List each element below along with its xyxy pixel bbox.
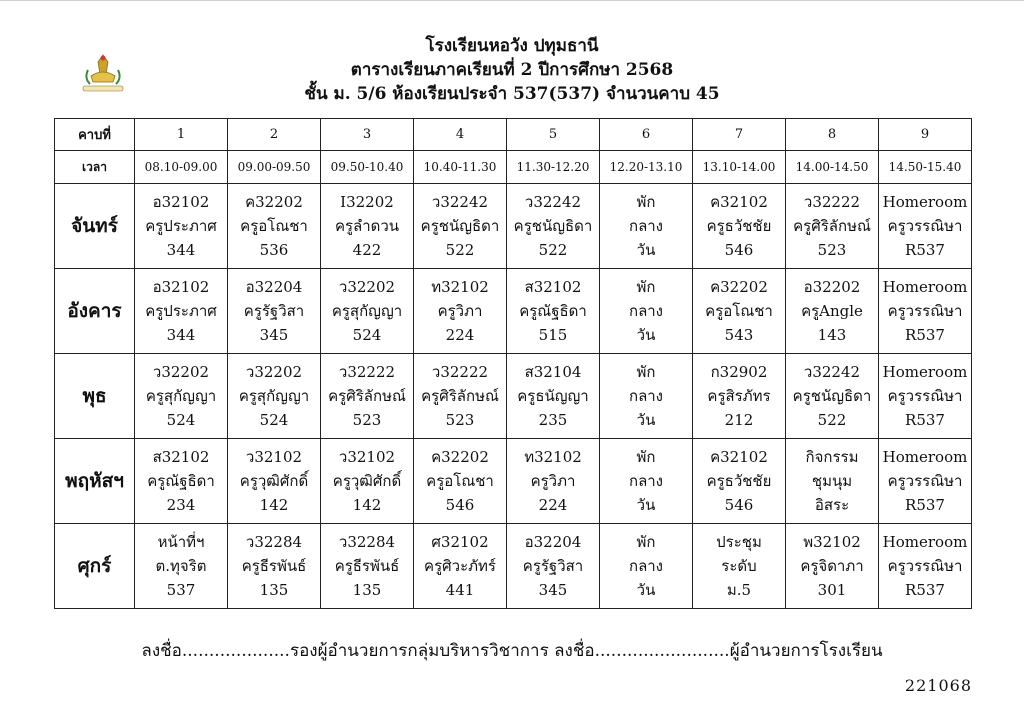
period-number: 8 <box>786 119 879 151</box>
time-slot: 08.10-09.00 <box>135 151 228 184</box>
class-cell <box>786 269 879 354</box>
class-cell-line: ครูประภาศ <box>145 302 217 320</box>
class-cell <box>414 269 507 354</box>
class-cell-line: วัน <box>636 241 656 259</box>
class-cell-line: ว32284 <box>338 533 396 551</box>
class-cell-line: ว32222 <box>431 363 489 381</box>
class-cell-line: 524 <box>259 411 289 429</box>
class-cell <box>600 354 693 439</box>
class-cell-line: ครูอโณชา <box>240 217 308 235</box>
class-cell-line: 301 <box>817 581 847 599</box>
page-header <box>0 34 1024 106</box>
class-cell-line: ว32222 <box>338 363 396 381</box>
class-cell-line: ครูวรรณิษา <box>887 302 963 320</box>
class-cell-line: ค32202 <box>245 193 303 211</box>
class-cell-line: ค32202 <box>710 278 768 296</box>
signature-line: ลงชื่อ....................รองผู้อำนวยการกลุ่มบริหารวิชาการ ลงชื่อ.........................ผู้อำนวยการโรงเรียน <box>141 641 883 661</box>
class-cell-line: ครูชนัญธิดา <box>420 217 500 235</box>
class-cell <box>135 524 228 609</box>
class-cell-line: 522 <box>817 411 847 429</box>
class-cell-line: R537 <box>905 411 945 429</box>
class-cell-line: ครูสุกัญญา <box>238 387 310 405</box>
time-slot: 13.10-14.00 <box>693 151 786 184</box>
class-cell-line: ครูวิภา <box>530 472 576 490</box>
class-cell-line: วัน <box>636 581 656 599</box>
class-cell-line: 522 <box>445 241 475 259</box>
period-number: 7 <box>693 119 786 151</box>
period-number: 6 <box>600 119 693 151</box>
class-cell-line: Homeroom <box>882 448 968 466</box>
class-cell <box>507 524 600 609</box>
period-number: 2 <box>228 119 321 151</box>
class-cell-line: กลาง <box>628 557 664 575</box>
class-cell <box>507 184 600 269</box>
class-cell-line: 543 <box>724 326 754 344</box>
class-cell <box>507 439 600 524</box>
class-cell-line: อ32102 <box>152 278 210 296</box>
class-cell-line: ครูสุกัญญา <box>145 387 217 405</box>
class-cell-line: กลาง <box>628 472 664 490</box>
class-cell-line: พัก <box>636 533 656 551</box>
class-cell-line: 142 <box>352 496 382 514</box>
class-cell-line: ว32242 <box>431 193 489 211</box>
class-cell-line: 524 <box>352 326 382 344</box>
class-cell <box>600 524 693 609</box>
class-cell <box>693 439 786 524</box>
day-row <box>55 354 972 439</box>
time-slot: 11.30-12.20 <box>507 151 600 184</box>
day-name: ศุกร์ <box>55 524 135 609</box>
class-cell-line: ครูวรรณิษา <box>887 217 963 235</box>
class-cell <box>228 439 321 524</box>
period-number: 4 <box>414 119 507 151</box>
class-cell-line: ส32102 <box>524 278 582 296</box>
class-cell <box>321 354 414 439</box>
class-cell-line: ว32242 <box>524 193 582 211</box>
class-cell <box>693 184 786 269</box>
class-cell <box>879 524 972 609</box>
class-cell-line: 422 <box>352 241 382 259</box>
class-cell <box>600 439 693 524</box>
time-slot: 09.50-10.40 <box>321 151 414 184</box>
class-cell <box>414 524 507 609</box>
class-cell-line: ครูสุกัญญา <box>331 302 403 320</box>
class-cell-line: ครูAngle <box>801 302 863 320</box>
class-cell-line: 536 <box>259 241 289 259</box>
class-cell <box>414 184 507 269</box>
class-cell-line: ครูรัฐวิสา <box>243 302 305 320</box>
period-label: คาบที่ <box>55 119 135 151</box>
class-cell-line: Homeroom <box>882 533 968 551</box>
class-cell-line: 135 <box>259 581 289 599</box>
class-cell <box>135 439 228 524</box>
class-cell <box>321 184 414 269</box>
class-cell-line: ครูรัฐวิสา <box>522 557 584 575</box>
class-cell-line: ว32202 <box>152 363 210 381</box>
class-cell <box>879 269 972 354</box>
class-cell-line: R537 <box>905 241 945 259</box>
class-cell <box>507 269 600 354</box>
class-cell <box>879 184 972 269</box>
class-cell-line: ครูอโณชา <box>426 472 494 490</box>
class-cell <box>600 269 693 354</box>
class-cell-line: ครูศิวะภัทร์ <box>424 557 496 575</box>
class-cell-line: 345 <box>538 581 568 599</box>
class-cell-line: พัก <box>636 363 656 381</box>
class-cell <box>879 354 972 439</box>
period-header-row <box>55 119 972 151</box>
class-cell-line: ส32104 <box>524 363 582 381</box>
class-cell-line: พัก <box>636 193 656 211</box>
class-cell-line: 224 <box>445 326 475 344</box>
top-border-line <box>0 0 1024 1</box>
day-name: อังคาร <box>55 269 135 354</box>
class-cell-line: 344 <box>166 326 196 344</box>
class-cell-line: ต.ทุจริต <box>155 557 207 575</box>
class-cell-line: ครูจิดาภา <box>800 557 864 575</box>
class-cell-line: ว32102 <box>338 448 396 466</box>
class-cell <box>786 184 879 269</box>
class-cell-line: 344 <box>166 241 196 259</box>
day-name: พุธ <box>55 354 135 439</box>
class-cell-line: 523 <box>817 241 847 259</box>
class-cell-line: ครูวุฒิศักดิ์ <box>332 472 402 490</box>
time-slot: 10.40-11.30 <box>414 151 507 184</box>
class-cell-line: กิจกรรม <box>805 448 859 466</box>
class-cell-line: ว32242 <box>803 363 861 381</box>
class-cell-line: ท32102 <box>524 448 582 466</box>
class-cell <box>693 269 786 354</box>
class-cell-line: ก32902 <box>710 363 768 381</box>
class-cell-line: R537 <box>905 496 945 514</box>
class-cell-line: ครูศิริลักษณ์ <box>328 387 406 405</box>
time-label: เวลา <box>55 151 135 184</box>
class-cell-line: วัน <box>636 411 656 429</box>
class-cell-line: วัน <box>636 326 656 344</box>
class-cell-line: ครูสิรภัทร <box>707 387 771 405</box>
class-cell-line: 546 <box>724 496 754 514</box>
period-number: 3 <box>321 119 414 151</box>
class-cell-line: วัน <box>636 496 656 514</box>
class-cell-line: ท32102 <box>431 278 489 296</box>
class-cell-line: ครูวิภา <box>437 302 483 320</box>
class-cell <box>321 524 414 609</box>
time-slot: 12.20-13.10 <box>600 151 693 184</box>
period-number: 9 <box>879 119 972 151</box>
class-cell-line: ประชุม <box>716 533 762 551</box>
class-cell-line: อ32102 <box>152 193 210 211</box>
class-cell-line: กลาง <box>628 387 664 405</box>
class-cell-line: 212 <box>724 411 754 429</box>
class-cell-line: ครูวุฒิศักดิ์ <box>239 472 309 490</box>
term-title: ตารางเรียนภาคเรียนที่ 2 ปีการศึกษา 2568 <box>350 60 674 80</box>
class-cell-line: Homeroom <box>882 193 968 211</box>
class-cell-line: พัก <box>636 448 656 466</box>
class-cell-line: พ32102 <box>803 533 861 551</box>
class-info: ชั้น ม. 5/6 ห้องเรียนประจำ 537(537) จำนวนคาบ 45 <box>304 84 720 104</box>
period-number: 5 <box>507 119 600 151</box>
class-cell-line: ค32202 <box>431 448 489 466</box>
class-cell-line: 234 <box>166 496 196 514</box>
time-slot: 14.50-15.40 <box>879 151 972 184</box>
class-cell <box>135 269 228 354</box>
class-cell-line: ครูวรรณิษา <box>887 387 963 405</box>
class-cell-line: ว32222 <box>803 193 861 211</box>
class-cell-line: 523 <box>445 411 475 429</box>
day-name: พฤหัสฯ <box>55 439 135 524</box>
class-cell <box>786 354 879 439</box>
class-cell <box>600 184 693 269</box>
time-row <box>55 151 972 184</box>
class-cell-line: ครูชนัญธิดา <box>513 217 593 235</box>
class-cell-line: ว32202 <box>245 363 303 381</box>
class-cell-line: อิสระ <box>814 496 850 514</box>
class-cell <box>321 439 414 524</box>
class-cell-line: 235 <box>538 411 568 429</box>
class-cell-line: กลาง <box>628 217 664 235</box>
class-cell <box>321 269 414 354</box>
class-cell <box>228 269 321 354</box>
class-cell-line: ครูศิริลักษณ์ <box>421 387 499 405</box>
class-cell-line: 135 <box>352 581 382 599</box>
class-cell-line: 524 <box>166 411 196 429</box>
day-name: จันทร์ <box>55 184 135 269</box>
class-cell-line: ครูธนัญญา <box>517 387 589 405</box>
class-cell <box>693 524 786 609</box>
class-cell-line: ค32102 <box>710 193 768 211</box>
class-cell-line: ครูลำดวน <box>334 217 400 235</box>
class-cell-line: กลาง <box>628 302 664 320</box>
class-cell-line: 515 <box>538 326 568 344</box>
class-cell <box>414 439 507 524</box>
class-cell-line: ม.5 <box>726 581 752 599</box>
class-cell <box>507 354 600 439</box>
document-number: 221068 <box>904 676 972 695</box>
class-cell-line: 143 <box>817 326 847 344</box>
class-cell-line: ครูศิริลักษณ์ <box>793 217 871 235</box>
class-cell-line: ระดับ <box>721 557 757 575</box>
class-cell <box>135 354 228 439</box>
class-cell-line: R537 <box>905 581 945 599</box>
class-cell-line: ครูธวัชชัย <box>706 217 772 235</box>
class-cell-line: 537 <box>166 581 196 599</box>
class-cell-line: 142 <box>259 496 289 514</box>
class-cell-line: Homeroom <box>882 278 968 296</box>
day-row <box>55 524 972 609</box>
day-row <box>55 439 972 524</box>
class-cell-line: ครูวรรณิษา <box>887 472 963 490</box>
class-cell-line: 546 <box>724 241 754 259</box>
class-cell-line: ชุมนุม <box>811 472 853 490</box>
class-cell-line: ครูธีรพันธ์ <box>334 557 400 575</box>
class-cell-line: ว32284 <box>245 533 303 551</box>
class-cell-line: ค32102 <box>710 448 768 466</box>
class-cell <box>228 524 321 609</box>
class-cell-line: 523 <box>352 411 382 429</box>
time-slot: 14.00-14.50 <box>786 151 879 184</box>
class-cell-line: ครูณัฐธิดา <box>147 472 215 490</box>
period-number: 1 <box>135 119 228 151</box>
class-cell-line: ครูณัฐธิดา <box>519 302 587 320</box>
class-cell <box>786 524 879 609</box>
class-cell-line: 224 <box>538 496 568 514</box>
class-cell-line: ศ32102 <box>431 533 489 551</box>
class-cell <box>228 354 321 439</box>
time-slot: 09.00-09.50 <box>228 151 321 184</box>
class-cell <box>414 354 507 439</box>
class-cell-line: อ32204 <box>524 533 582 551</box>
class-cell-line: ครูประภาศ <box>145 217 217 235</box>
class-cell-line: 345 <box>259 326 289 344</box>
class-cell-line: หน้าที่ฯ <box>157 533 205 551</box>
class-cell-line: อ32202 <box>803 278 861 296</box>
class-cell <box>879 439 972 524</box>
class-cell-line: ครูวรรณิษา <box>887 557 963 575</box>
class-cell-line: 441 <box>445 581 475 599</box>
class-cell <box>228 184 321 269</box>
class-cell-line: 522 <box>538 241 568 259</box>
day-row <box>55 184 972 269</box>
class-cell <box>693 354 786 439</box>
school-name: โรงเรียนหอวัง ปทุมธานี <box>425 36 599 56</box>
class-cell-line: ครูอโณชา <box>705 302 773 320</box>
class-cell-line: Homeroom <box>882 363 968 381</box>
timetable <box>54 118 972 609</box>
class-cell-line: ว32202 <box>338 278 396 296</box>
class-cell-line: พัก <box>636 278 656 296</box>
class-cell-line: R537 <box>905 326 945 344</box>
class-cell-line: ครูชนัญธิดา <box>792 387 872 405</box>
class-cell <box>786 439 879 524</box>
class-cell-line: ว32102 <box>245 448 303 466</box>
class-cell-line: I32202 <box>340 193 394 211</box>
class-cell-line: ครูธีรพันธ์ <box>241 557 307 575</box>
class-cell-line: อ32204 <box>245 278 303 296</box>
day-row <box>55 269 972 354</box>
class-cell-line: 546 <box>445 496 475 514</box>
class-cell-line: ส32102 <box>152 448 210 466</box>
class-cell <box>135 184 228 269</box>
class-cell-line: ครูธวัชชัย <box>706 472 772 490</box>
